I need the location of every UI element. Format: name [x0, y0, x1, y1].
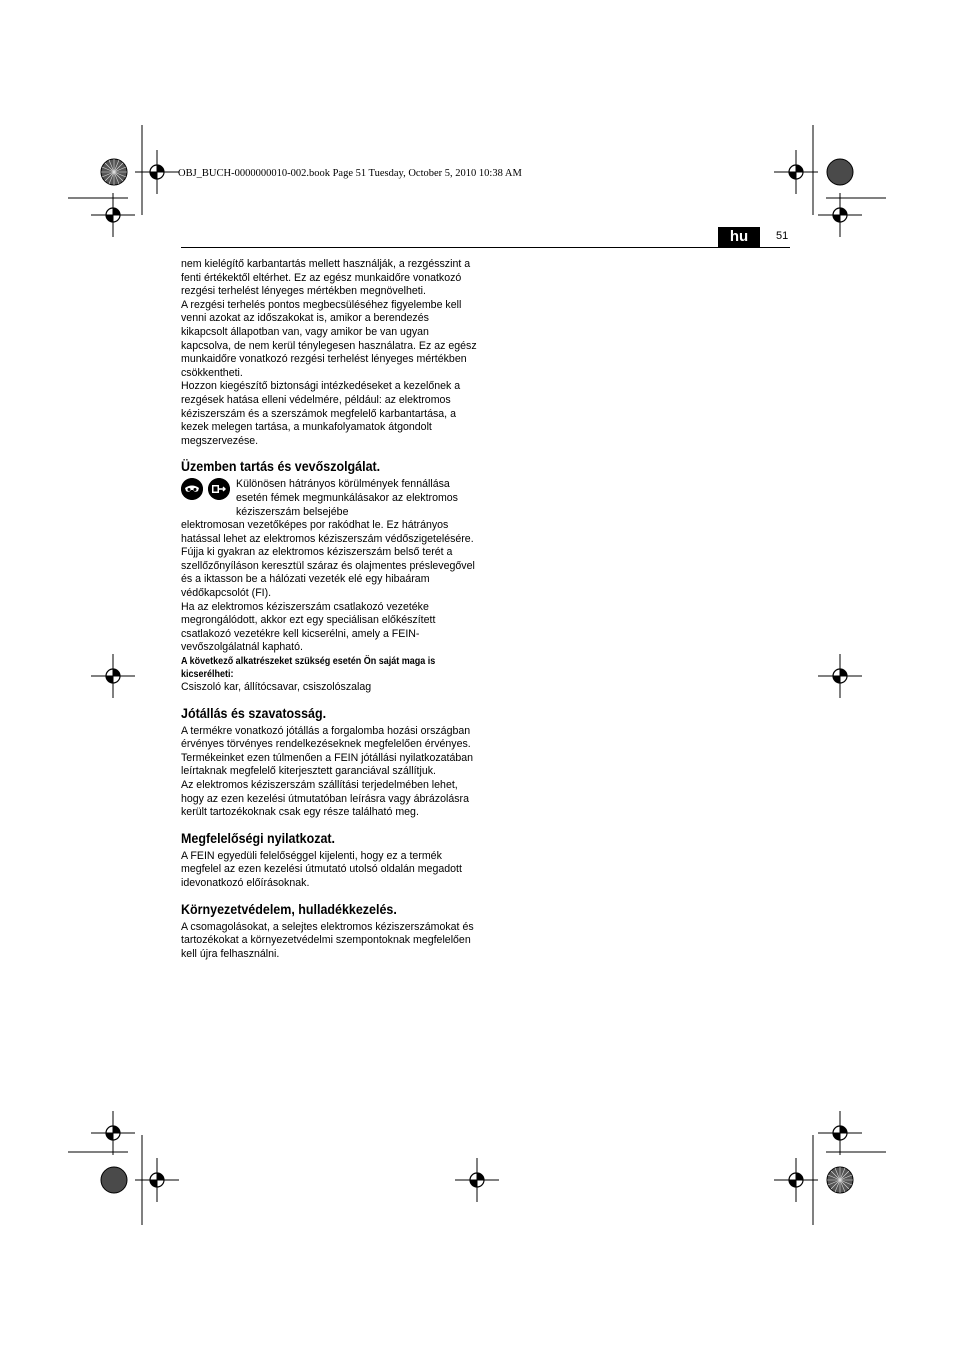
- warranty-paragraph-2: Az elektromos kéziszerszám szállítási terjedelmében lehet, hogy az ezen kezelési útmutatóban leírásra vagy ábrázolásra került tartozékoknak csak egy része található meg.: [181, 779, 469, 819]
- environment-paragraph: A csomagolásokat, a selejtes elektromos kéziszerszámokat és tartozékokat a környezetvédelmi szempontoknak megfelelően kell újra felhasználni.: [181, 920, 474, 960]
- environment-heading: Környezetvédelem, hulladékkezelés.: [181, 901, 397, 918]
- warranty-paragraph-1: A termékre vonatkozó jótállás a forgalomba hozási országban érvényes törvényes rendelkezéseknek megfelelően érvényes. Termékeinket ezen túlmenően a FEIN jótállási nyilatkozatában leírtaknak megfelelő kiterjesztett garanciával szállítjuk.: [181, 724, 474, 778]
- warranty-heading: Jótállás és szavatosság.: [181, 705, 327, 722]
- service-paragraph-1: elektromosan vezetőképes por rakódhat le. Ez hátrányos hatással lehet az elektromos kéziszerszám védőszigetelésére. Fújja ki gyakran az elektromos kéziszerszám belső terét a szellőzőnyíláson keresztül száraz és olajmentes préslevegővel és a iktasson be a hálózati vezeték elé egy hibaáram védőkapcsolót (FI).: [181, 519, 475, 600]
- dust-extraction-icon: [208, 478, 230, 500]
- header-rule: [181, 247, 790, 248]
- eye-protection-icon: [181, 478, 203, 500]
- intro-paragraph-3: Hozzon kiegészítő biztonsági intézkedéseket a kezelőnek a rezgések hatása elleni védelmére, például: az elektromos kéziszerszám és a szerszámok megfelelő karbantartása, a kezek melegen tartása, a munkafolyamatok átgondolt megszervezése.: [181, 380, 461, 447]
- service-heading: Üzemben tartás és vevőszolgálat.: [181, 459, 381, 476]
- language-badge: hu: [718, 227, 760, 247]
- intro-paragraph-1: nem kielégítő karbantartás mellett használják, a rezgésszint a fenti értékektől eltérhet. Ez az egész munkaidőre vonatkozó rezgési terhelést lényeges mértékben megnövelheti.: [181, 258, 471, 298]
- service-paragraph-2: Ha az elektromos kéziszerszám csatlakozó vezetéke megrongálódott, akkor ezt egy speciálisan előkészített csatlakozó vezetékre kell kicserélni, amely a FEIN-vevőszolgálatnál kapható.: [181, 600, 436, 654]
- safety-icons: [181, 478, 236, 518]
- intro-paragraph-2: A rezgési terhelés pontos megbecsüléséhez figyelembe kell venni azokat az időszakokat is, amikor a berendezés kikapcsolt állapotban van, vagy amikor be van ugyan kapcsolva, de nem kerül ténylegesen használatra. Ez az egész munkaidőre vonatkozó rezgési terhelést lényeges mértékben csökkentheti.: [181, 298, 477, 379]
- replaceable-parts-note: A következő alkatrészeket szükség esetén Ön saját maga is kicserélheti:: [181, 656, 436, 681]
- service-paragraph-lead: Különösen hátrányos körülmények fennállása esetén fémek megmunkálásakor az elektromos kéziszerszám belsejébe: [236, 478, 458, 518]
- conformity-heading: Megfelelőségi nyilatkozat.: [181, 830, 336, 847]
- replaceable-parts-list: Csiszoló kar, állítócsavar, csiszolószalag: [181, 681, 372, 694]
- conformity-paragraph: A FEIN egyedüli felelőséggel kijelenti, hogy ez a termék megfelel az ezen kezelési útmutató utolsó oldalán megadott idevonatkozó előírásoknak.: [181, 849, 462, 889]
- text-column: [181, 258, 477, 961]
- service-intro: [181, 478, 477, 519]
- book-info-header: OBJ_BUCH-0000000010-002.book Page 51 Tuesday, October 5, 2010 10:38 AM: [178, 168, 522, 179]
- page-number: 51: [776, 230, 789, 242]
